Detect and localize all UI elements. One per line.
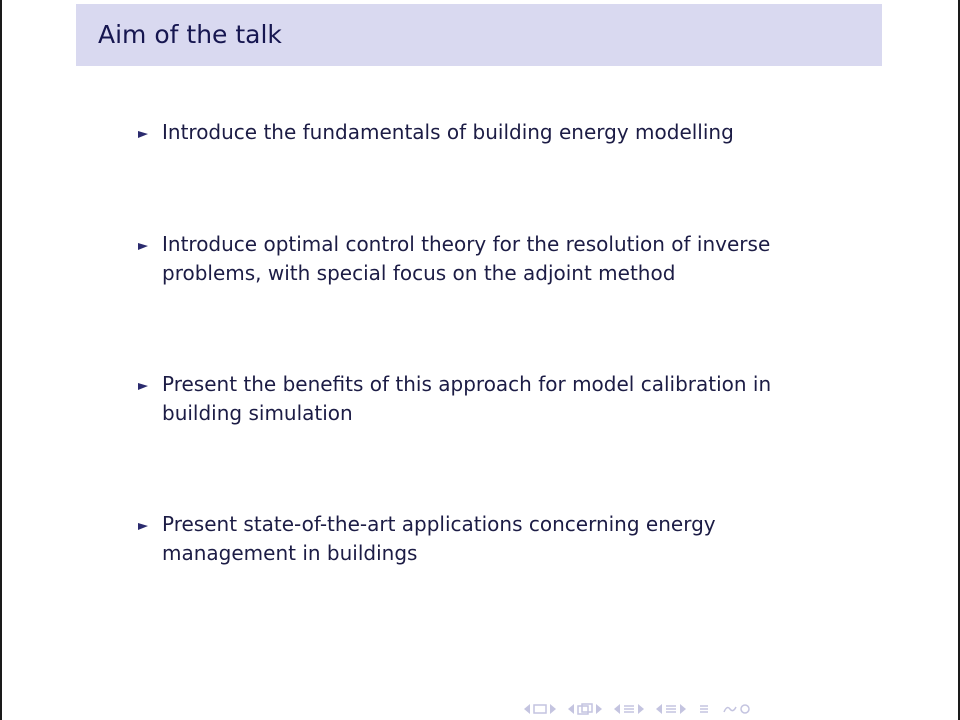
nav-right-arrow-icon[interactable] [550, 704, 556, 714]
slide-title: Aim of the talk [98, 20, 282, 49]
bullet-text: Introduce the fundamentals of building energy modelling [162, 120, 734, 144]
subsection-icon[interactable] [577, 703, 593, 715]
bullet-text: Present state-of-the-art applications concerning energy management in buildings [162, 512, 716, 565]
subsection-nav [568, 703, 602, 715]
triangle-bullet-icon [136, 519, 150, 533]
align-nav [698, 703, 710, 715]
nav-right-arrow-icon[interactable] [638, 704, 644, 714]
nav-right-arrow-icon[interactable] [596, 704, 602, 714]
section-nav [614, 703, 644, 715]
frame-nav [524, 704, 556, 714]
beamer-navigation-bar [524, 700, 752, 718]
slide-icon[interactable] [665, 703, 677, 715]
nav-left-arrow-icon[interactable] [524, 704, 530, 714]
nav-left-arrow-icon[interactable] [656, 704, 662, 714]
bullet-text: Introduce optimal control theory for the resolution of inverse problems, with special focus on the adjoint method [162, 232, 771, 285]
section-icon[interactable] [623, 703, 635, 715]
nav-right-arrow-icon[interactable] [680, 704, 686, 714]
triangle-bullet-icon [136, 379, 150, 393]
nav-left-arrow-icon[interactable] [568, 704, 574, 714]
nav-left-arrow-icon[interactable] [614, 704, 620, 714]
frame-icon[interactable] [533, 704, 547, 714]
bullet-text: Present the benefits of this approach for model calibration in building simulation [162, 372, 772, 425]
align-icon[interactable] [698, 703, 710, 715]
triangle-bullet-icon [136, 127, 150, 141]
slide-nav [656, 703, 686, 715]
slide-border-left [0, 0, 2, 720]
search-nav [722, 703, 752, 715]
title-bar [76, 4, 882, 66]
triangle-bullet-icon [136, 239, 150, 253]
search-icon[interactable] [722, 703, 752, 715]
